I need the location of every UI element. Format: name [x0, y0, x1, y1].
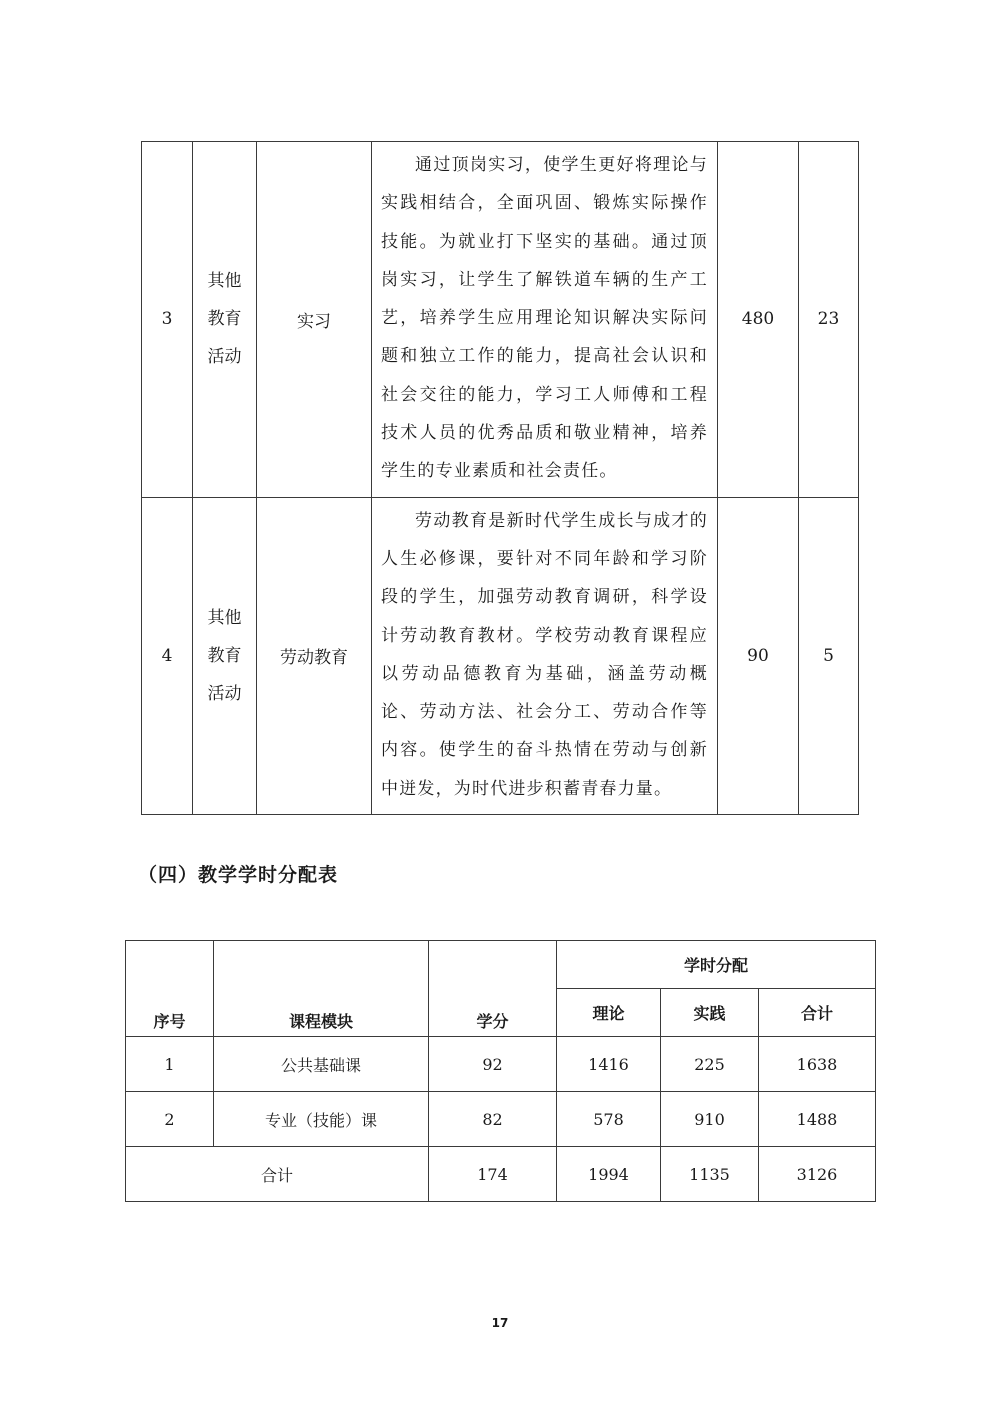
- row-credits: 92: [429, 1037, 557, 1092]
- row-practice: 225: [661, 1037, 759, 1092]
- activity-name: 劳动教育: [257, 497, 372, 814]
- row-index: 2: [126, 1092, 214, 1147]
- category-text: 其他 教育 活动: [207, 607, 242, 704]
- header-module: 课程模块: [214, 941, 429, 1037]
- row-index: 4: [142, 497, 193, 814]
- category-cell: [193, 142, 257, 498]
- table-row: [126, 1037, 876, 1092]
- page-number: 17: [491, 1316, 509, 1330]
- total-theory: 1994: [557, 1147, 661, 1202]
- row-index: 1: [126, 1037, 214, 1092]
- row-total: 1638: [759, 1037, 876, 1092]
- header-index: 序号: [126, 941, 214, 1037]
- row-total: 1488: [759, 1092, 876, 1147]
- total-practice: 1135: [661, 1147, 759, 1202]
- row-credits: 82: [429, 1092, 557, 1147]
- activity-description: 劳动教育是新时代学生成长与成才的人生必修课，要针对不同年龄和学习阶段的学生，加强劳动教育调研，科学设计劳动教育教材。学校劳动教育课程应以劳动品德教育为基础，涵盖劳动概论、劳动方法、社会分工、劳动合作等内容。使学生的奋斗热情在劳动与创新中迸发，为时代进步积蓄青春力量。: [372, 497, 718, 814]
- row-index: 3: [142, 142, 193, 498]
- activity-hours: 90: [718, 497, 799, 814]
- row-module: 专业（技能）课: [214, 1092, 429, 1147]
- table-row: [142, 497, 859, 814]
- header-allocation: 学时分配: [557, 941, 876, 989]
- header-row: [126, 941, 876, 989]
- row-theory: 578: [557, 1092, 661, 1147]
- row-module: 公共基础课: [214, 1037, 429, 1092]
- total-row: [126, 1147, 876, 1202]
- header-theory: 理论: [557, 989, 661, 1037]
- header-practice: 实践: [661, 989, 759, 1037]
- total-credits: 174: [429, 1147, 557, 1202]
- category-text: 其他 教育 活动: [207, 271, 242, 368]
- row-practice: 910: [661, 1092, 759, 1147]
- table-row: [126, 1092, 876, 1147]
- activity-hours: 480: [718, 142, 799, 498]
- header-credits: 学分: [429, 941, 557, 1037]
- row-theory: 1416: [557, 1037, 661, 1092]
- table-row: [142, 142, 859, 498]
- total-label: 合计: [126, 1147, 429, 1202]
- section-heading: （四）教学学时分配表: [138, 864, 339, 886]
- activity-description: 通过顶岗实习，使学生更好将理论与实践相结合，全面巩固、锻炼实际操作技能。为就业打下坚实的基础。通过顶岗实习，让学生了解铁道车辆的生产工艺，培养学生应用理论知识解决实际问题和独立工作的能力，提高社会认识和社会交往的能力，学习工人师傅和工程技术人员的优秀品质和敬业精神，培养学生的专业素质和社会责任。: [372, 142, 718, 498]
- total-total: 3126: [759, 1147, 876, 1202]
- hours-allocation-table: [125, 940, 876, 1202]
- activity-name: 实习: [257, 142, 372, 498]
- activity-credits: 5: [799, 497, 859, 814]
- header-total: 合计: [759, 989, 876, 1037]
- category-cell: [193, 497, 257, 814]
- activity-credits: 23: [799, 142, 859, 498]
- activity-table: [141, 141, 859, 815]
